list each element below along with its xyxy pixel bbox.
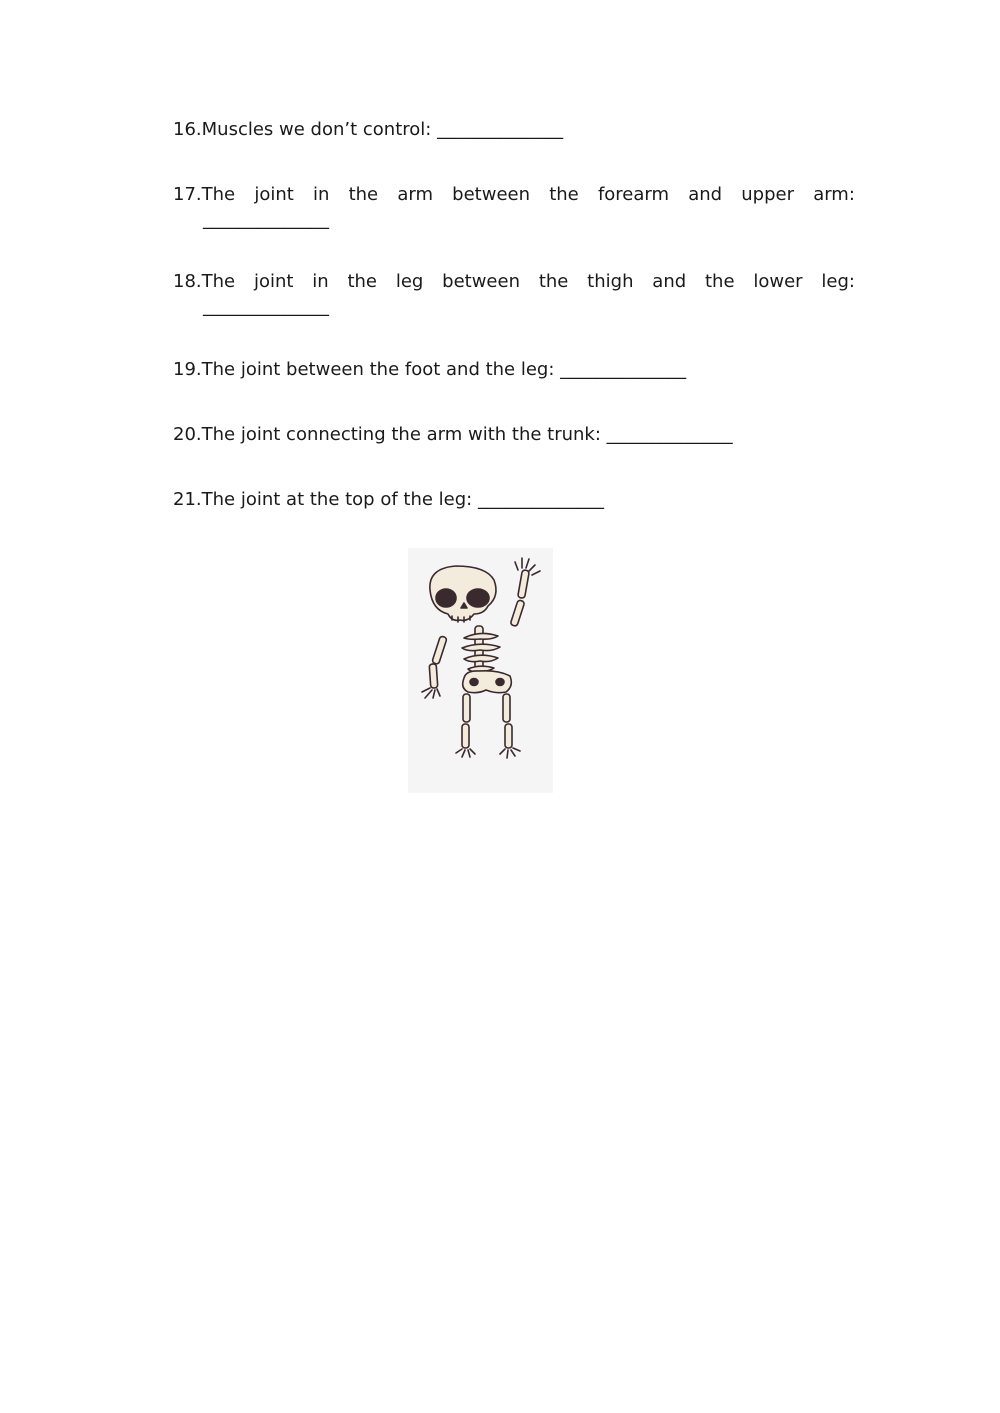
question-word: arm — [397, 184, 433, 205]
question-17 — [173, 183, 855, 207]
question-word: and — [688, 184, 723, 205]
question-word: joint — [254, 184, 294, 205]
rib — [462, 644, 500, 650]
question-word: between — [442, 271, 520, 292]
question-word: the — [348, 184, 379, 205]
question-word: the — [549, 184, 579, 205]
question-number: 17. — [173, 184, 202, 205]
right-femur — [503, 694, 510, 722]
answer-blank-18[interactable]: ______________ — [203, 296, 329, 317]
question-word: lower — [753, 271, 803, 292]
upper-arm-bone — [518, 570, 530, 599]
question-number: 18. — [173, 271, 202, 292]
question-word: and — [652, 271, 687, 292]
right-foot — [500, 748, 520, 758]
question-number: 19. — [173, 359, 202, 380]
rib — [464, 633, 498, 639]
question-16 — [173, 118, 855, 142]
question-word: in — [312, 184, 330, 205]
question-19 — [173, 358, 855, 382]
answer-blank[interactable]: ______________ — [560, 359, 687, 380]
question-21 — [173, 488, 855, 512]
question-word: The — [201, 184, 236, 205]
question-word: arm: — [813, 184, 855, 205]
question-text: The joint at the top of the leg: — [201, 489, 473, 510]
question-word: joint — [253, 271, 294, 292]
question-word: the — [347, 271, 378, 292]
question-text: Muscles we don’t control: — [201, 119, 432, 140]
answer-blank[interactable]: ______________ — [477, 489, 604, 510]
answer-blank[interactable]: ______________ — [437, 119, 564, 140]
question-20 — [173, 423, 855, 447]
question-word: leg — [395, 271, 424, 292]
question-text: The joint between the foot and the leg: — [201, 359, 555, 380]
pelvis-hole — [470, 679, 478, 686]
question-word: thigh — [587, 271, 634, 292]
left-foot — [456, 749, 475, 757]
question-text: The joint connecting the arm with the trunk: — [201, 424, 601, 445]
answer-blank[interactable]: ______________ — [606, 424, 733, 445]
left-lower-arm-bone — [429, 664, 438, 688]
answer-blank-17[interactable]: ______________ — [203, 209, 329, 230]
question-word: leg: — [821, 271, 855, 292]
skeleton-drawing — [408, 548, 553, 793]
question-word: between — [452, 184, 531, 205]
left-shin — [462, 724, 469, 748]
pelvis-hole — [496, 679, 504, 686]
question-word: the — [704, 271, 735, 292]
right-shin — [505, 724, 512, 748]
rib — [464, 655, 498, 661]
eye-socket — [436, 589, 456, 607]
left-femur — [463, 694, 470, 722]
left-upper-arm-bone — [432, 636, 447, 665]
left-hand-fingers — [422, 688, 440, 698]
eye-socket — [467, 589, 489, 607]
question-word: forearm — [597, 184, 670, 205]
question-number: 21. — [173, 489, 202, 510]
question-word: upper — [741, 184, 794, 205]
question-18 — [173, 270, 855, 294]
skeleton-illustration — [408, 548, 553, 793]
question-word: the — [538, 271, 569, 292]
question-word: in — [312, 271, 329, 292]
question-number: 20. — [173, 424, 202, 445]
lower-arm-bone — [510, 600, 525, 627]
question-number: 16. — [173, 119, 202, 140]
question-word: The — [201, 271, 236, 292]
